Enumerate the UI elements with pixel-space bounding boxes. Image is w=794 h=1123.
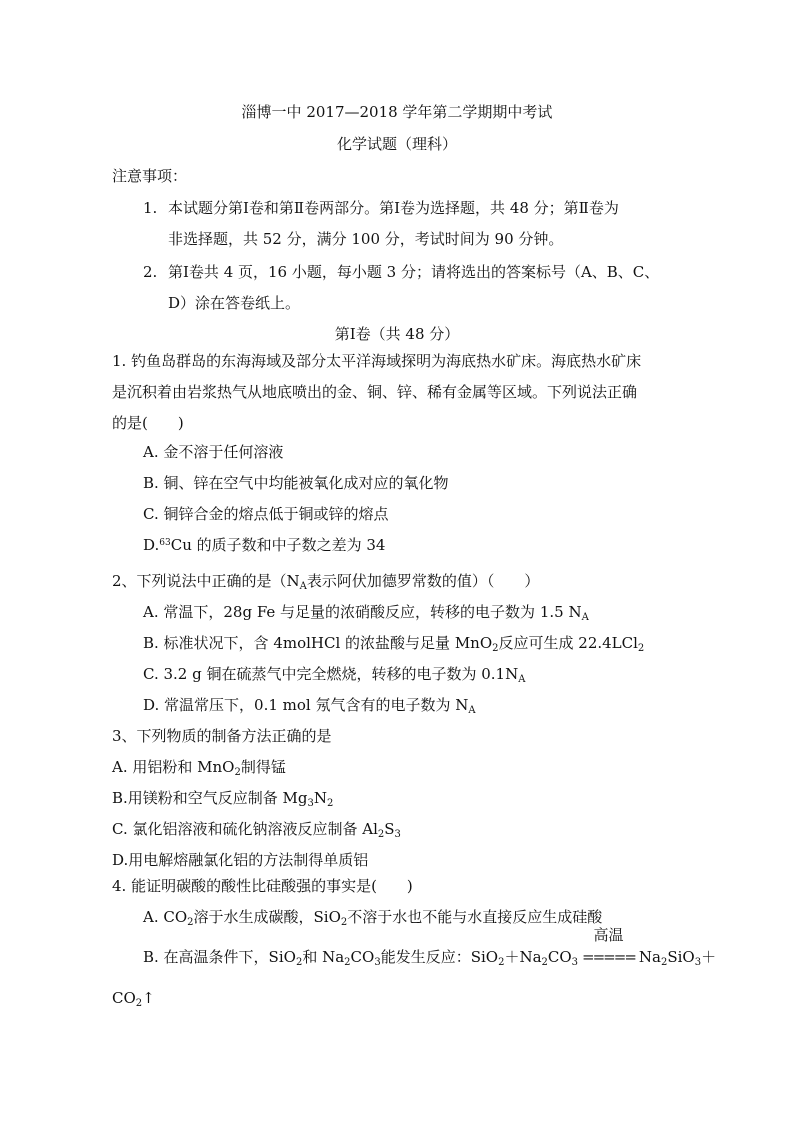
q4-option-b-part-1: B. 在高温条件下，SiO (143, 948, 296, 966)
section-title: 第Ⅰ卷（共 48 分） (334, 325, 460, 343)
q4-option-b-continuation (112, 988, 155, 1008)
q4-option-b-part-9: ＋ (701, 948, 717, 966)
q4-option-a (143, 907, 602, 927)
reaction-equals-sign: ===== (582, 948, 635, 966)
q4-stem: 4. 能证明碳酸的酸性比硅酸强的事实是( ) (112, 877, 413, 895)
q1-option-b: B. 铜、锌在空气中均能被氧化成对应的氧化物 (143, 474, 449, 492)
q1-option-c: C. 铜锌合金的熔点低于铜或锌的熔点 (143, 505, 389, 523)
q4-option-b-sub-3: 3 (374, 957, 381, 968)
q4-option-b-sub-4: 2 (498, 957, 505, 968)
reaction-condition (582, 926, 635, 967)
q4-continuation-part-1: CO (112, 989, 136, 1007)
q3-option-c-sub-2: 3 (394, 829, 401, 840)
q2-option-d (143, 695, 476, 715)
q2-option-d-sub: A (468, 705, 476, 716)
notice-item-2-line-1: 第Ⅰ卷共 4 页，16 小题，每小题 3 分；请将选出的答案标号（A、B、C、 (168, 263, 660, 281)
q2-option-b-part-2: 反应可生成 22.4LCl (498, 634, 638, 652)
q4-option-b-part-2: 和 Na (302, 948, 345, 966)
q3-option-a-part-2: 制得锰 (240, 758, 286, 776)
notice-item-2-line-2: D）涂在答卷纸上。 (168, 294, 301, 312)
q3-option-b-part-1: B.用镁粉和空气反应制备 Mg (112, 789, 308, 807)
q3-option-b-sub-2: 2 (327, 798, 334, 809)
q1-stem-line-1: 1. 钓鱼岛群岛的东海海域及部分太平洋海域探明为海底热水矿床。海底热水矿床 (112, 352, 642, 370)
q4-option-b-part-8: SiO (667, 948, 695, 966)
q4-option-b-sub-2: 2 (344, 957, 351, 968)
q1-option-d-text: Cu 的质子数和中子数之差为 34 (170, 536, 386, 554)
q4-option-a-part-2: 溶于水生成碳酸，SiO (193, 908, 341, 926)
q4-option-b-part-5: ＋Na (504, 948, 542, 966)
notice-heading: 注意事项： (112, 167, 188, 185)
q2-option-c (143, 664, 525, 684)
reaction-condition-label: 高温 (593, 926, 624, 944)
q4-option-b-sub-1: 2 (295, 957, 303, 968)
gas-arrow: ↑ (142, 989, 155, 1007)
q4-option-b-part-6: CO (547, 948, 572, 966)
q2-option-b (143, 633, 644, 653)
q4-option-b-sub-7: 2 (660, 957, 668, 968)
q4-option-b-part-3: CO (350, 948, 375, 966)
q1-stem-line-3: 的是( ) (112, 414, 184, 432)
q3-stem: 3、下列物质的制备方法正确的是 (112, 727, 332, 745)
q3-option-b-part-2: N (313, 789, 328, 807)
q4-option-b-sub-5: 2 (541, 957, 548, 968)
q4-option-a-part-3: 不溶于水也不能与水直接反应生成硅酸 (347, 908, 603, 926)
q2-option-c-sub: A (518, 674, 526, 685)
notice-item-1-number: 1. (143, 199, 158, 217)
q2-stem (112, 571, 539, 591)
q2-option-c-text: C. 3.2 g 铜在硫蒸气中完全燃烧，转移的电子数为 0.1N (143, 665, 519, 683)
q4-continuation-sub: 2 (135, 998, 143, 1009)
q3-option-c-sub-1: 2 (377, 829, 385, 840)
notice-item-2-number: 2. (143, 263, 158, 281)
q2-stem-part-2: 表示阿伏加德罗常数的值）（ ） (306, 572, 540, 590)
q2-option-a (143, 602, 589, 622)
q3-option-d: D.用电解熔融氯化铝的方法制得单质铝 (112, 851, 369, 869)
q3-option-b-sub-1: 3 (307, 798, 314, 809)
q4-option-b-part-4: 能发生反应：SiO (380, 948, 499, 966)
q4-option-b (143, 926, 717, 968)
q2-option-a-sub: A (581, 612, 589, 623)
notice-item-1-line-2: 非选择题，共 52 分，满分 100 分，考试时间为 90 分钟。 (168, 230, 564, 248)
q1-option-d-prefix: D. (143, 536, 160, 554)
q4-option-b-sub-6: 3 (571, 957, 579, 968)
q3-option-a-sub: 2 (234, 767, 241, 778)
q2-option-a-text: A. 常温下，28g Fe 与足量的浓硝酸反应，转移的电子数为 1.5 N (143, 603, 582, 621)
exam-subtitle: 化学试题（理科） (336, 135, 457, 153)
q3-option-c (112, 819, 401, 839)
q2-stem-sub: A (299, 581, 307, 592)
q3-option-a (112, 757, 286, 777)
q3-option-c-part-2: S (384, 820, 395, 838)
q2-option-b-part-1: B. 标准状况下，含 4molHCl 的浓盐酸与足量 MnO (143, 634, 493, 652)
q3-option-c-part-1: C. 氯化铝溶液和硫化钠溶液反应制备 Al (112, 820, 378, 838)
q3-option-b (112, 788, 333, 808)
notice-item-1-line-1: 本试题分第Ⅰ卷和第Ⅱ卷两部分。第Ⅰ卷为选择题，共 48 分；第Ⅱ卷为 (168, 199, 619, 217)
q1-option-a: A. 金不溶于任何溶液 (143, 443, 284, 461)
q1-option-d (143, 535, 385, 555)
exam-title: 淄博一中 2017—2018 学年第二学期期中考试 (241, 103, 553, 121)
q2-option-b-sub-2: 2 (637, 643, 645, 654)
q3-option-a-part-1: A. 用铝粉和 MnO (112, 758, 235, 776)
q1-option-d-mass-number: 63 (159, 538, 171, 548)
q2-option-d-text: D. 常温常压下，0.1 mol 氖气含有的电子数为 N (143, 696, 469, 714)
q2-option-b-sub-1: 2 (492, 643, 499, 654)
q4-option-b-sub-8: 3 (694, 957, 702, 968)
q2-stem-part-1: 2、下列说法中正确的是（N (112, 572, 300, 590)
q4-option-b-part-7: Na (638, 948, 661, 966)
q4-option-a-part-1: A. CO (143, 908, 188, 926)
q4-option-a-sub-1: 2 (187, 917, 194, 928)
q1-stem-line-2: 是沉积着由岩浆热气从地底喷出的金、铜、锌、稀有金属等区域。下列说法正确 (112, 383, 638, 401)
q4-option-a-sub-2: 2 (340, 917, 348, 928)
